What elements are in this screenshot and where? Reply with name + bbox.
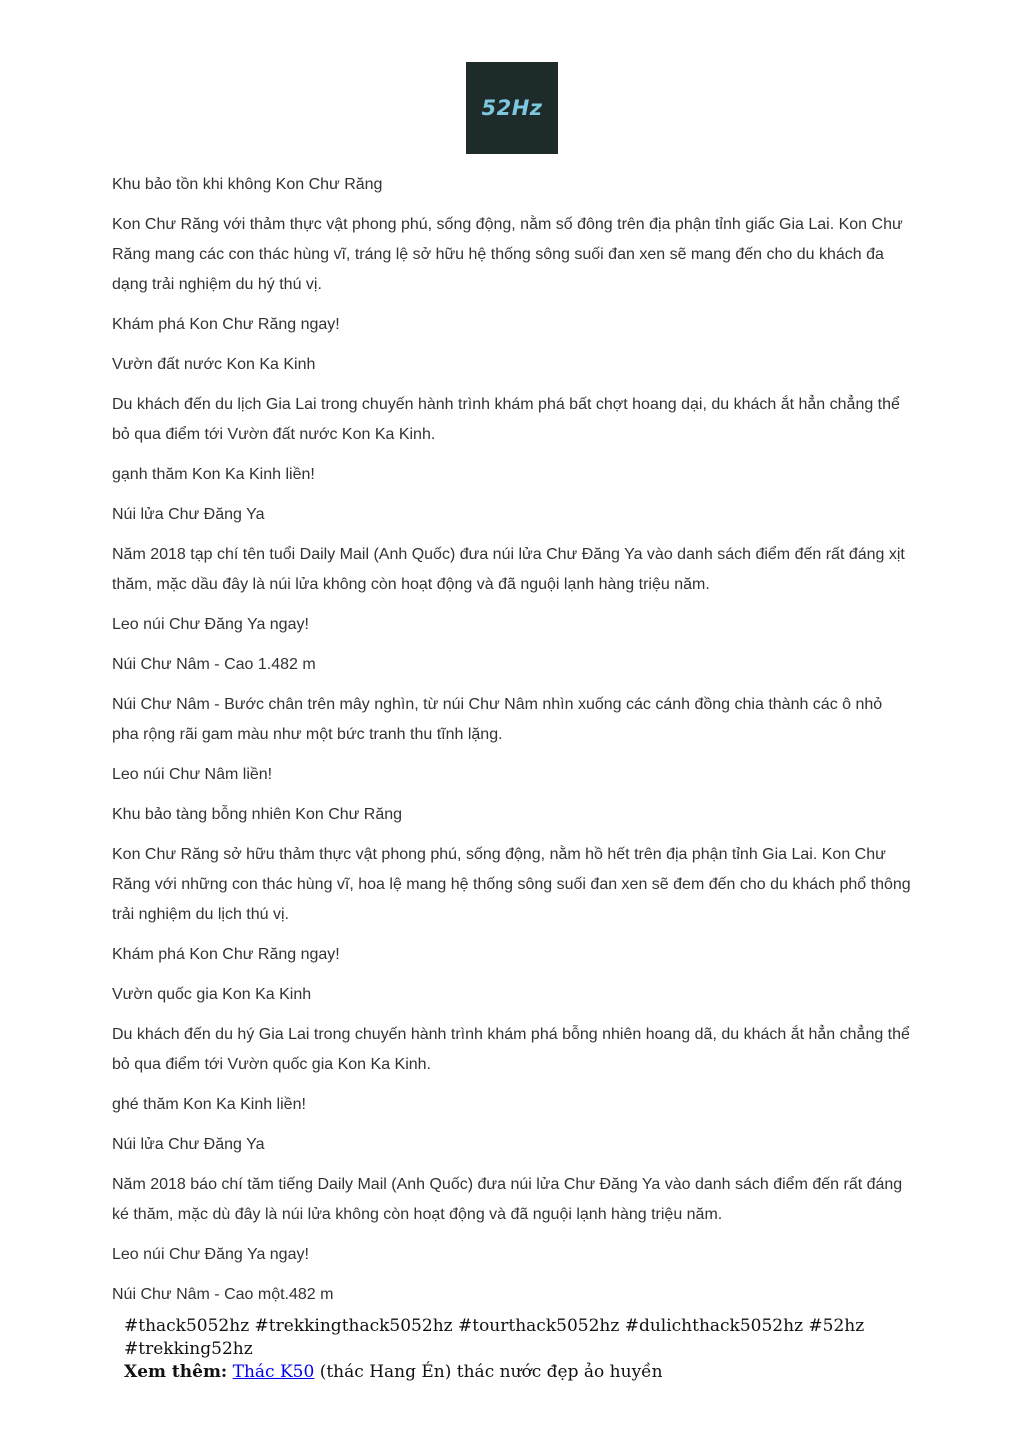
footer: [124, 1315, 884, 1384]
paragraph-kon-ka-kinh: Du khách đến du lịch Gia Lai trong chuyến hành trình khám phá bất chợt hoang dại, du khách ắt hẳn chẳng thể bỏ qua điểm tới Vườn đất nước Kon Ka Kinh.: [112, 396, 900, 443]
cta-kon-ka-kinh: gạnh thăm Kon Ka Kinh liền!: [112, 466, 315, 483]
logo-text: 52Hz: [481, 96, 543, 120]
paragraph-chu-dang-ya-2: Năm 2018 báo chí tăm tiếng Daily Mail (Anh Quốc) đưa núi lửa Chư Đăng Ya vào danh sách điểm đến rất đáng ké thăm, mặc dù đây là núi lửa không còn hoạt động và đã nguội lạnh hàng triệu năm.: [112, 1176, 903, 1223]
heading-chu-dang-ya-2: Núi lửa Chư Đăng Ya: [112, 1136, 265, 1153]
cta-kon-ka-kinh-2: ghé thăm Kon Ka Kinh liền!: [112, 1096, 306, 1113]
cta-kon-chu-rang: Khám phá Kon Chư Răng ngay!: [112, 316, 340, 333]
see-more-description: (thác Hang Én) thác nước đẹp ảo huyền: [314, 1362, 663, 1382]
paragraph-kon-ka-kinh-2: Du khách đến du hý Gia Lai trong chuyến hành trình khám phá bỗng nhiên hoang dã, du khách ắt hẳn chẳng thể bỏ qua điểm tới Vườn quốc gia Kon Ka Kinh.: [112, 1026, 910, 1073]
cta-chu-dang-ya: Leo núi Chư Đăng Ya ngay!: [112, 616, 309, 633]
cta-kon-chu-rang-2: Khám phá Kon Chư Răng ngay!: [112, 946, 340, 963]
heading-chu-nam: Núi Chư Nâm - Cao 1.482 m: [112, 656, 316, 673]
paragraph-chu-dang-ya: Năm 2018 tạp chí tên tuổi Daily Mail (Anh Quốc) đưa núi lửa Chư Đăng Ya vào danh sách điểm đến rất đáng xịt thăm, mặc dầu đây là núi lửa không còn hoạt động và đã nguội lạnh hàng triệu năm.: [112, 546, 905, 593]
heading-chu-nam-2: Núi Chư Nâm - Cao một.482 m: [112, 1286, 334, 1303]
heading-chu-dang-ya: Núi lửa Chư Đăng Ya: [112, 506, 265, 523]
cta-chu-nam: Leo núi Chư Nâm liền!: [112, 766, 273, 783]
heading-kon-chu-rang-2: Khu bảo tàng bỗng nhiên Kon Chư Răng: [112, 806, 403, 823]
heading-kon-ka-kinh: Vườn đất nước Kon Ka Kinh: [112, 356, 316, 373]
logo-52hz: [466, 62, 558, 154]
paragraph-kon-chu-rang-2: Kon Chư Răng sở hữu thảm thực vật phong phú, sống động, nằm hồ hết trên địa phận tỉnh Gia Lai. Kon Chư Răng với những con thác hùng vĩ, hoa lệ mang hệ thống sông suối đan xen sẽ đem đến cho du khách phổ thông trải nghiệm du lịch thú vị.: [112, 846, 911, 923]
paragraph-kon-chu-rang: Kon Chư Răng với thảm thực vật phong phú, sống động, nằm số đông trên địa phận tỉnh giấc Gia Lai. Kon Chư Răng mang các con thác hùng vĩ, tráng lệ sở hữu hệ thống sông suối đan xen sẽ mang đến cho du khách đa dạng trải nghiệm du hý thú vị.: [112, 216, 903, 293]
paragraph-chu-nam: Núi Chư Nâm - Bước chân trên mây nghìn, từ núi Chư Nâm nhìn xuống các cánh đồng chia thành các ô nhỏ pha rộng rãi gam màu như một bức tranh thu tĩnh lặng.: [112, 696, 883, 743]
heading-kon-chu-rang: Khu bảo tồn khi không Kon Chư Răng: [112, 176, 383, 193]
thac-k50-link[interactable]: Thác K50: [232, 1362, 315, 1382]
see-more-line: [124, 1361, 884, 1384]
article-body: [112, 170, 912, 1320]
hashtags: #thack5052hz #trekkingthack5052hz #tourthack5052hz #dulichthack5052hz #52hz #trekking52hz: [124, 1316, 865, 1359]
heading-kon-ka-kinh-2: Vườn quốc gia Kon Ka Kinh: [112, 986, 312, 1003]
cta-chu-dang-ya-2: Leo núi Chư Đăng Ya ngay!: [112, 1246, 309, 1263]
see-more-label: Xem thêm:: [124, 1362, 228, 1382]
